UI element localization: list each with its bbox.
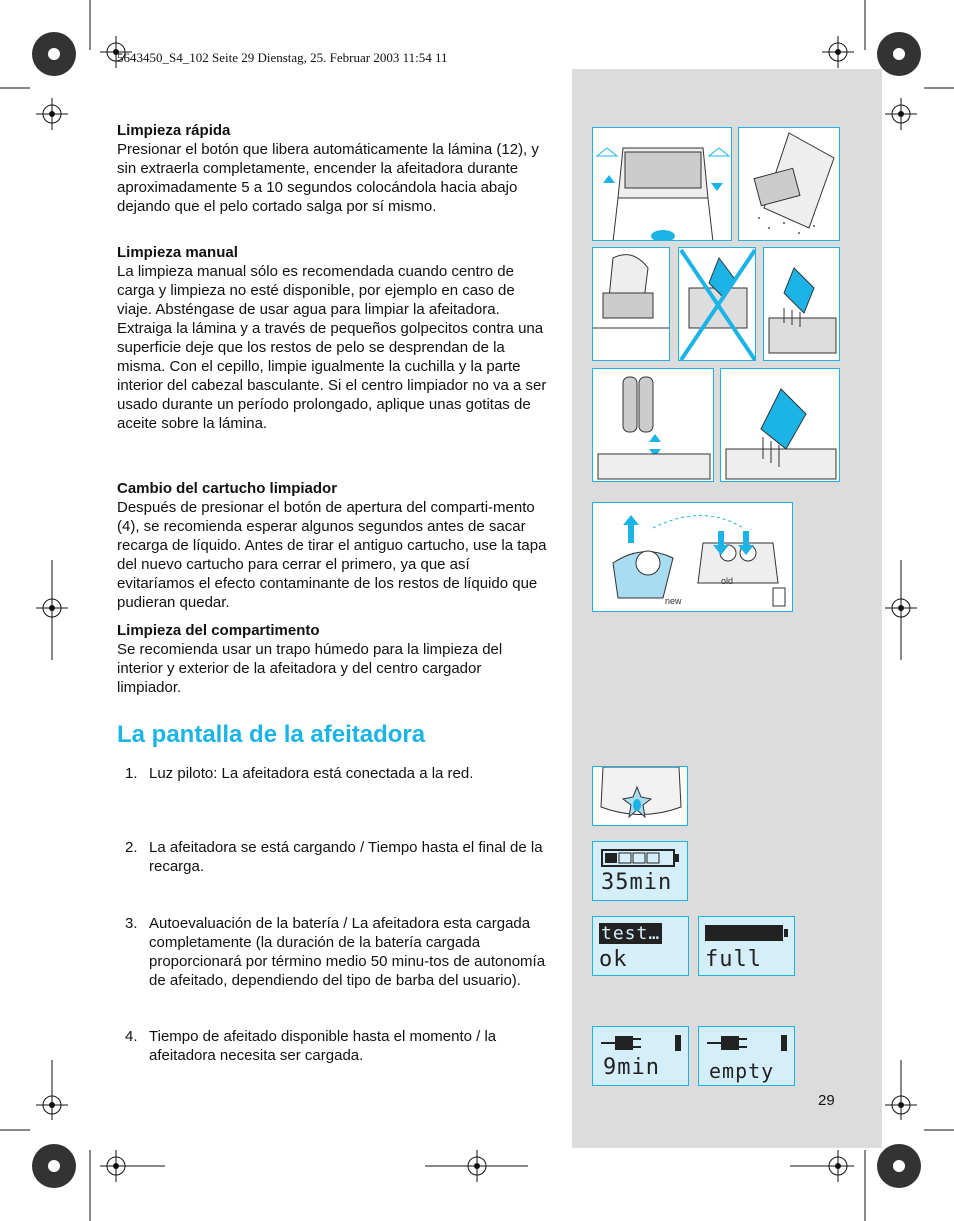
list-item xyxy=(117,764,547,783)
item-number: 1. xyxy=(125,765,138,782)
item-text: Luz piloto: La afeitadora está conectada a la red. xyxy=(149,765,474,782)
display-title: La pantalla de la afeitadora xyxy=(117,721,426,748)
lcd-empty-display xyxy=(698,1026,795,1086)
item-text: Tiempo de afeitado disponible hasta el momento / la afeitadora necesita ser cargada. xyxy=(149,1028,497,1064)
quick-clean-foil-release-illustration xyxy=(592,127,732,241)
item-number: 3. xyxy=(125,915,138,932)
plug-icon xyxy=(601,1033,685,1053)
print-header: 5643450_S4_102 Seite 29 Dienstag, 25. Februar 2003 11:54 11 xyxy=(117,50,448,65)
section-body: La limpieza manual sólo es recomendada cuando centro de carga y limpieza no esté disponible, por ejemplo en caso de viaje. Absténgase de usar agua para limpiar la afeitadora. xyxy=(117,263,515,318)
lcd-charging-display xyxy=(592,841,688,901)
section-body: Después de presionar el botón de apertura del comparti-mento (4), se recomienda esperar algunos segundos antes de sacar recarga de líquido. Antes de tirar el antiguo cartucho, use la tapa del nuevo cartucho para cerrar el primero, ya que así evitaríamos el efecto contaminante de los restos de líquido que pudieran quedar. xyxy=(117,499,547,611)
no-brush-foil-illustration xyxy=(678,247,756,361)
section-heading: Limpieza rápida xyxy=(117,122,231,139)
section-body: Se recomienda usar un trapo húmedo para la limpieza del interior y exterior de la afeitadora y del centro cargador limpiador. xyxy=(117,641,503,696)
remaining-time-readout: 9min xyxy=(603,1055,660,1080)
item-number: 4. xyxy=(125,1028,138,1045)
cutter-removal-illustration xyxy=(592,368,714,482)
list-item xyxy=(117,914,547,990)
old-label: old xyxy=(721,576,734,586)
list-item xyxy=(117,1027,547,1065)
test-readout: test… xyxy=(601,923,661,944)
item-number: 2. xyxy=(125,839,138,856)
brush-cutter-illustration xyxy=(763,247,840,361)
plug-icon xyxy=(707,1033,791,1053)
section-heading: Limpieza del compartimento xyxy=(117,622,320,639)
pilot-light-illustration xyxy=(592,766,688,826)
lcd-remaining-display xyxy=(592,1026,689,1086)
new-label: new xyxy=(665,596,682,606)
lcd-full-display xyxy=(698,916,795,976)
section-cartridge-change xyxy=(117,479,547,612)
section-manual-clean xyxy=(117,243,547,433)
shaver-upside-down-illustration xyxy=(738,127,840,241)
cartridge-change-illustration xyxy=(592,502,793,612)
ok-readout: ok xyxy=(599,947,628,972)
section-body-2: Extraiga la lámina y a través de pequeños golpecitos contra una superficie deje que los restos de pelo se desprendan de la misma. Con el cepillo, limpie igualmente la cuchilla y la parte interior del cabezal basculante. Si el centro limpiador no va a ser usado durante un período prolongado, aplique unas gotitas de aceite sobre la lámina. xyxy=(117,320,547,432)
lcd-test-display xyxy=(592,916,689,976)
section-heading: Limpieza manual xyxy=(117,244,238,261)
battery-full-icon xyxy=(705,923,789,943)
battery-charging-icon xyxy=(601,848,681,868)
full-readout: full xyxy=(705,947,762,972)
section-compartment-clean xyxy=(117,621,547,697)
section-body: Presionar el botón que libera automáticamente la lámina (12), y sin extraerla completamente, encender la afeitadora durante aproximadamente 5 a 10 segundos colocándola hacia abajo dejando que el pelo cortado salga por sí mismo. xyxy=(117,141,539,215)
empty-readout: empty xyxy=(709,1059,775,1083)
page-number: 29 xyxy=(818,1092,835,1109)
charging-time-readout: 35min xyxy=(601,870,673,895)
section-heading: Cambio del cartucho limpiador xyxy=(117,480,338,497)
brush-head-clean-illustration xyxy=(720,368,840,482)
item-text: La afeitadora se está cargando / Tiempo hasta el final de la recarga. xyxy=(149,839,543,875)
foil-tapping-illustration xyxy=(592,247,670,361)
item-text: Autoevaluación de la batería / La afeitadora esta cargada completamente (la duración de la batería cargada proporcionará por término medio 50 minu-tos de autonomía de afeitado, dependiendo del tipo de barba del usuario). xyxy=(149,915,546,989)
section-quick-clean xyxy=(117,121,547,216)
list-item xyxy=(117,838,547,876)
